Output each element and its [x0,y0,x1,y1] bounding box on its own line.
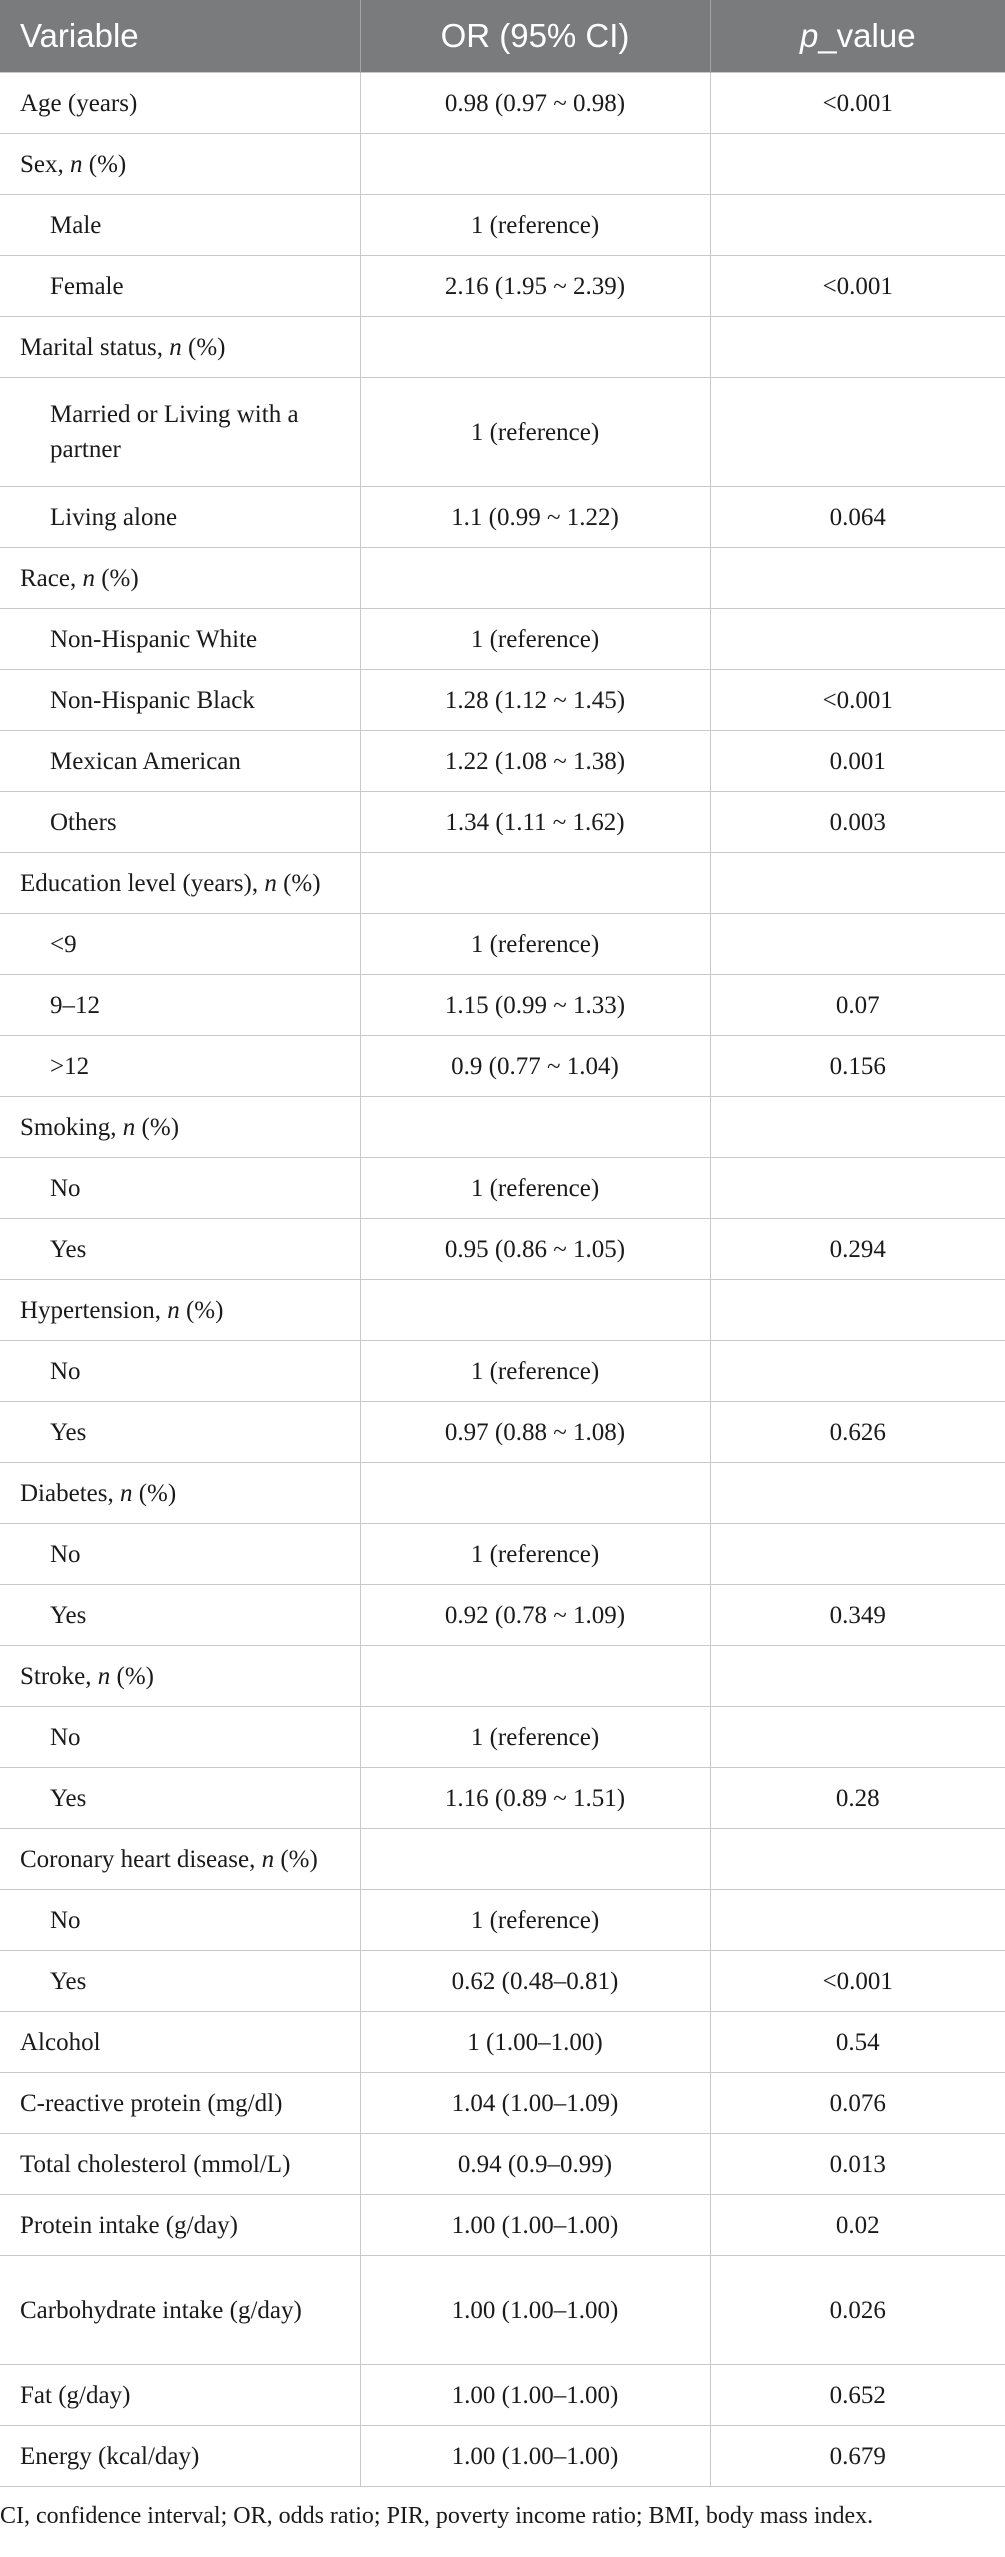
cell-p-value [710,609,1005,670]
cell-p-value: 0.626 [710,1402,1005,1463]
variable-label: C-reactive protein (mg/dl) [20,2089,283,2117]
variable-label: Non-Hispanic White [50,625,258,653]
table-row [0,1463,1005,1524]
cell-variable [0,2012,360,2073]
cell-p-value [710,1890,1005,1951]
cell-or: 1 (reference) [360,1890,710,1951]
cell-p-value [710,914,1005,975]
variable-label: <9 [50,930,77,958]
table-row [0,2073,1005,2134]
cell-p-value [710,1646,1005,1707]
table-row [0,609,1005,670]
variable-n-italic: n [264,869,277,897]
variable-label: No [50,1906,81,1934]
table-row [0,1036,1005,1097]
cell-variable [0,1402,360,1463]
cell-p-value: 0.652 [710,2365,1005,2426]
variable-label: Male [50,211,102,239]
cell-or: 1.16 (0.89 ~ 1.51) [360,1768,710,1829]
cell-or: 1.22 (1.08 ~ 1.38) [360,731,710,792]
cell-variable [0,1280,360,1341]
cell-p-value [710,548,1005,609]
table-row [0,2256,1005,2365]
cell-p-value: <0.001 [710,1951,1005,2012]
variable-label: Yes [50,1601,87,1629]
cell-or [360,317,710,378]
cell-variable [0,609,360,670]
cell-or: 1.00 (1.00–1.00) [360,2195,710,2256]
cell-p-value [710,1158,1005,1219]
variable-n-italic: n [97,1662,111,1690]
header-p-italic: p [799,17,819,54]
cell-variable [0,1036,360,1097]
table-row [0,731,1005,792]
cell-or: 0.9 (0.77 ~ 1.04) [360,1036,710,1097]
variable-label: Carbohydrate intake (g/day) [20,2296,302,2324]
variable-percent: (%) [94,564,139,592]
variable-label: Alcohol [20,2028,101,2056]
variable-label: Yes [50,1235,87,1263]
header-p-value [710,0,1005,73]
variable-percent: (%) [135,1113,180,1141]
cell-p-value: <0.001 [710,256,1005,317]
cell-p-value [710,1829,1005,1890]
cell-variable [0,853,360,914]
table-row [0,1524,1005,1585]
table-row [0,1585,1005,1646]
cell-or [360,1097,710,1158]
cell-or: 1 (reference) [360,1707,710,1768]
variable-label: No [50,1540,81,1568]
cell-or: 1.1 (0.99 ~ 1.22) [360,487,710,548]
cell-p-value: 0.064 [710,487,1005,548]
table-row [0,1890,1005,1951]
cell-p-value: 0.294 [710,1219,1005,1280]
cell-or: 1.15 (0.99 ~ 1.33) [360,975,710,1036]
cell-or: 0.92 (0.78 ~ 1.09) [360,1585,710,1646]
variable-label: Energy (kcal/day) [20,2442,200,2470]
variable-label: Diabetes, [20,1479,120,1507]
cell-p-value [710,1463,1005,1524]
cell-variable [0,134,360,195]
cell-p-value: 0.02 [710,2195,1005,2256]
table-row [0,2134,1005,2195]
variable-n-italic: n [122,1113,136,1141]
table-row [0,1402,1005,1463]
cell-p-value: 0.003 [710,792,1005,853]
variable-label: 9–12 [50,991,100,1019]
variable-label: Married or Living with a partner [50,401,299,463]
variable-label: Total cholesterol (mmol/L) [20,2150,291,2178]
variable-percent: (%) [110,1662,155,1690]
cell-or: 0.95 (0.86 ~ 1.05) [360,1219,710,1280]
variable-label: Living alone [50,503,178,531]
table-row [0,2426,1005,2487]
cell-or: 1.00 (1.00–1.00) [360,2426,710,2487]
cell-or [360,1829,710,1890]
cell-variable [0,2365,360,2426]
cell-variable [0,1951,360,2012]
cell-or: 1 (reference) [360,195,710,256]
cell-variable [0,1890,360,1951]
cell-variable [0,792,360,853]
table-row [0,1829,1005,1890]
cell-p-value [710,1341,1005,1402]
cell-p-value: <0.001 [710,670,1005,731]
variable-label: Fat (g/day) [20,2381,131,2409]
cell-or [360,1280,710,1341]
variable-percent: (%) [181,333,226,361]
cell-or: 2.16 (1.95 ~ 2.39) [360,256,710,317]
cell-variable [0,731,360,792]
cell-or: 1 (reference) [360,609,710,670]
cell-p-value: 0.013 [710,2134,1005,2195]
variable-percent: (%) [82,150,127,178]
table-row [0,195,1005,256]
table-row [0,134,1005,195]
table-row [0,378,1005,487]
table-row [0,1219,1005,1280]
cell-or: 1.00 (1.00–1.00) [360,2256,710,2365]
table-row [0,1341,1005,1402]
variable-label: >12 [50,1052,90,1080]
cell-variable [0,2195,360,2256]
table-row [0,317,1005,378]
cell-p-value [710,195,1005,256]
cell-variable [0,256,360,317]
variable-percent: (%) [276,869,321,897]
variable-percent: (%) [274,1845,318,1873]
cell-p-value [710,853,1005,914]
variable-label: Female [50,272,124,300]
cell-or: 1 (1.00–1.00) [360,2012,710,2073]
cell-p-value: <0.001 [710,73,1005,134]
table-row [0,1951,1005,2012]
cell-or [360,1646,710,1707]
cell-p-value [710,317,1005,378]
cell-p-value: 0.07 [710,975,1005,1036]
table-row [0,256,1005,317]
cell-or: 0.97 (0.88 ~ 1.08) [360,1402,710,1463]
variable-n-italic: n [169,333,182,361]
variable-label: Marital status, [20,333,170,361]
cell-variable [0,378,360,487]
variable-label: Coronary heart disease, [20,1845,262,1873]
cell-variable [0,1768,360,1829]
header-or: OR (95% CI) [360,0,710,73]
table-row [0,2195,1005,2256]
cell-p-value [710,378,1005,487]
cell-variable [0,2426,360,2487]
table-body [0,73,1005,2487]
cell-or [360,1463,710,1524]
cell-variable [0,1097,360,1158]
cell-variable [0,2134,360,2195]
cell-or: 1 (reference) [360,378,710,487]
variable-label: Age (years) [20,89,138,117]
table-row [0,1707,1005,1768]
cell-p-value: 0.28 [710,1768,1005,1829]
table-row [0,914,1005,975]
cell-or: 0.62 (0.48–0.81) [360,1951,710,2012]
cell-variable [0,548,360,609]
cell-variable [0,975,360,1036]
table-row [0,73,1005,134]
cell-p-value: 0.076 [710,2073,1005,2134]
variable-n-italic: n [82,564,95,592]
cell-or: 1 (reference) [360,1158,710,1219]
table-row [0,2012,1005,2073]
variable-label: Smoking, [20,1113,123,1141]
table-row [0,975,1005,1036]
cell-p-value: 0.679 [710,2426,1005,2487]
cell-variable [0,487,360,548]
cell-p-value [710,1524,1005,1585]
cell-or: 0.98 (0.97 ~ 0.98) [360,73,710,134]
cell-variable [0,73,360,134]
cell-or: 1.00 (1.00–1.00) [360,2365,710,2426]
cell-p-value [710,134,1005,195]
cell-or [360,853,710,914]
cell-p-value [710,1707,1005,1768]
cell-variable [0,1463,360,1524]
table-row [0,2365,1005,2426]
cell-variable [0,1524,360,1585]
cell-or [360,134,710,195]
cell-or: 1 (reference) [360,914,710,975]
cell-variable [0,195,360,256]
variable-n-italic: n [167,1296,180,1324]
table-header [0,0,1005,73]
variable-label: Stroke, [20,1662,98,1690]
header-p-rest: _value [818,17,916,54]
cell-variable [0,317,360,378]
table-row [0,792,1005,853]
cell-variable [0,1341,360,1402]
cell-variable [0,1829,360,1890]
table-row [0,853,1005,914]
variable-n-italic: n [70,150,83,178]
variable-label: Others [50,808,117,836]
header-variable: Variable [0,0,360,73]
cell-p-value: 0.156 [710,1036,1005,1097]
variable-label: Yes [50,1784,87,1812]
cell-or: 1 (reference) [360,1341,710,1402]
variable-label: No [50,1723,81,1751]
table-row [0,1158,1005,1219]
cell-or: 1.04 (1.00–1.09) [360,2073,710,2134]
cell-variable [0,2256,360,2365]
variable-label: Education level (years), [20,869,265,897]
table-row [0,1768,1005,1829]
cell-variable [0,1646,360,1707]
variable-percent: (%) [179,1296,224,1324]
variable-label: Race, [20,564,83,592]
table-footnote: CI, confidence interval; OR, odds ratio; PIR, poverty income ratio; BMI, body mass index. [0,2503,874,2529]
variable-label: Sex, [20,150,70,178]
cell-p-value: 0.349 [710,1585,1005,1646]
variable-label: Hypertension, [20,1296,168,1324]
variable-percent: (%) [132,1479,177,1507]
table-row [0,670,1005,731]
variable-label: No [50,1357,81,1385]
cell-variable [0,2073,360,2134]
variable-label: Non-Hispanic Black [50,686,255,714]
variable-label: Yes [50,1418,87,1446]
cell-variable [0,1158,360,1219]
cell-variable [0,914,360,975]
variable-label: Protein intake (g/day) [20,2211,238,2239]
variable-n-italic: n [119,1479,133,1507]
variable-label: Mexican American [50,747,241,775]
cell-or: 1.34 (1.11 ~ 1.62) [360,792,710,853]
cell-p-value [710,1280,1005,1341]
cell-or: 1.28 (1.12 ~ 1.45) [360,670,710,731]
table-row [0,1097,1005,1158]
cell-or: 1 (reference) [360,1524,710,1585]
cell-variable [0,670,360,731]
cell-p-value: 0.001 [710,731,1005,792]
cell-p-value [710,1097,1005,1158]
cell-variable [0,1219,360,1280]
cell-variable [0,1707,360,1768]
table-row [0,487,1005,548]
table-row [0,1280,1005,1341]
table-row [0,548,1005,609]
cell-variable [0,1585,360,1646]
cell-p-value: 0.54 [710,2012,1005,2073]
cell-or [360,548,710,609]
variable-n-italic: n [261,1845,275,1873]
variable-label: No [50,1174,81,1202]
cell-or: 0.94 (0.9–0.99) [360,2134,710,2195]
cell-p-value: 0.026 [710,2256,1005,2365]
table-row [0,1646,1005,1707]
variable-label: Yes [50,1967,87,1995]
